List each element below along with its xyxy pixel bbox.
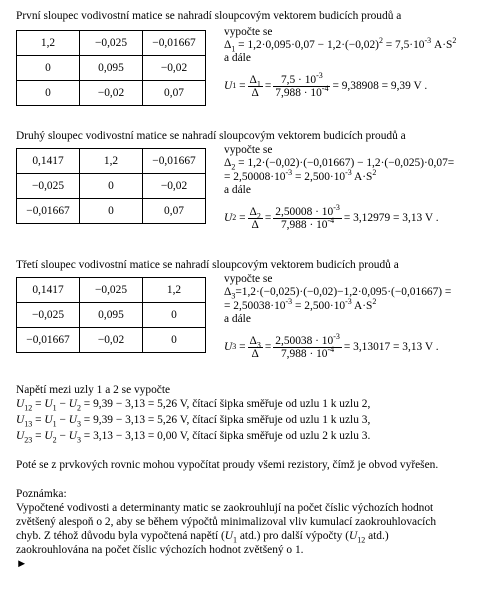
frac-den-exp: -4 bbox=[327, 215, 335, 225]
frac-den: 7,988 · 10 bbox=[275, 86, 322, 99]
exponent: -3 bbox=[285, 168, 293, 178]
closing-sentence: Poté se z prvkových rovnic mohou vypočítat proudy všemi rezistory, čímž je obvod vyřešen. bbox=[16, 459, 439, 471]
delta-expression: =1,2·(−0,025)·(−0,02)−1,2·0,095·(−0,01667) = bbox=[235, 286, 452, 298]
u-subscript: 3 bbox=[76, 435, 81, 445]
matrix-cell: 1,2 bbox=[17, 31, 80, 56]
frac-num-exp: -3 bbox=[333, 331, 340, 341]
s2-and-further: a dále bbox=[224, 184, 251, 196]
arrow-icon: ► bbox=[16, 558, 28, 570]
note-line: Vypočtené vodivosti a determinanty matic se zaokrouhlují na počet číslic výchozích hodnot bbox=[16, 502, 434, 514]
s2-delta-result bbox=[224, 168, 377, 184]
power: 2 bbox=[378, 36, 383, 46]
voltage-row-text: = 9,39 − 3,13 = 5,26 V, čítací šipka směřuje od uzlu 1 k uzlu 2, bbox=[80, 398, 371, 410]
frac-num: Δ bbox=[249, 205, 257, 218]
frac-num: 7,5 · 10 bbox=[280, 73, 317, 86]
u-symbol: U bbox=[348, 530, 358, 542]
u-symbol: U bbox=[44, 414, 53, 426]
matrix-cell: −0,02 bbox=[143, 174, 206, 199]
note-text: chyb. Z téhož důvodu byla vypočtená napětí ( bbox=[16, 530, 225, 542]
voltage-result: = 3,12979 = 3,13 V . bbox=[343, 211, 439, 224]
u-subscript: 13 bbox=[24, 419, 33, 429]
voltage-row-text: = 9,39 − 3,13 = 5,26 V, čítací šipka směřuje od uzlu 1 k uzlu 3, bbox=[80, 414, 371, 426]
unit-power: 2 bbox=[372, 168, 377, 178]
unit: A·S bbox=[351, 300, 373, 312]
matrix-cell: −0,02 bbox=[80, 328, 143, 353]
delta-symbol: Δ bbox=[224, 286, 232, 298]
u-subscript: 2 bbox=[76, 403, 81, 413]
matrix-cell: −0,025 bbox=[17, 174, 80, 199]
u-symbol: U bbox=[16, 414, 25, 426]
unit: A·S bbox=[351, 171, 373, 183]
u-symbol: U bbox=[68, 414, 77, 426]
u-symbol: U bbox=[16, 430, 25, 442]
matrix-cell: −0,02 bbox=[80, 81, 143, 106]
unit-power: 2 bbox=[372, 297, 377, 307]
matrix-cell: 1,2 bbox=[80, 149, 143, 174]
u-symbol: U bbox=[44, 398, 53, 410]
delta-subscript: 3 bbox=[231, 291, 236, 301]
matrix-cell: 0 bbox=[17, 81, 80, 106]
section3-heading: Třetí sloupec vodivostní matice se nahradí sloupcovým vektorem budicích proudů a bbox=[16, 259, 399, 271]
frac-num-sub: 2 bbox=[256, 210, 261, 220]
s3-delta-equation bbox=[224, 286, 451, 299]
fraction-values bbox=[273, 202, 342, 231]
matrix-cell: 0 bbox=[17, 56, 80, 81]
note-title: Poznámka: bbox=[16, 488, 67, 500]
frac-num: Δ bbox=[249, 334, 257, 347]
matrix-cell: 0,095 bbox=[80, 56, 143, 81]
fraction-values bbox=[273, 331, 342, 360]
u-subscript: 1 bbox=[233, 535, 237, 545]
s3-compute-label: vypočte se bbox=[224, 273, 273, 285]
frac-den: Δ bbox=[251, 86, 259, 99]
matrix-cell: 0,07 bbox=[143, 81, 206, 106]
exponent: -3 bbox=[285, 297, 293, 307]
matrix-cell: −0,025 bbox=[17, 303, 80, 328]
frac-num: Δ bbox=[249, 73, 257, 86]
matrix-cell: −0,025 bbox=[80, 31, 143, 56]
frac-den: Δ bbox=[251, 347, 259, 360]
matrix-cell: −0,02 bbox=[143, 56, 206, 81]
delta-rounded: = 2,500·10 bbox=[292, 171, 346, 183]
matrix-cell: 0,095 bbox=[80, 303, 143, 328]
u-subscript: 12 bbox=[357, 535, 366, 545]
matrix-3 bbox=[16, 277, 206, 353]
voltage-symbol: U bbox=[224, 79, 233, 92]
matrix-cell: 1,2 bbox=[143, 278, 206, 303]
frac-den-exp: -4 bbox=[321, 83, 329, 93]
u-subscript: 1 bbox=[52, 403, 57, 413]
section2-heading: Druhý sloupec vodivostní matice se nahradí sloupcovým vektorem budicích proudů a bbox=[16, 130, 406, 142]
voltage-row: $U_{13} = U_1 - U_3 = 9,39 - 3,13 = 5,26$ V, čítací šipka směřuje od uzlu 1 k uzlu 3, bbox=[16, 414, 371, 429]
frac-den: 7,988 · 10 bbox=[280, 218, 328, 231]
s2-delta-equation bbox=[224, 157, 454, 170]
frac-num-sub: 1 bbox=[256, 78, 261, 88]
matrix-cell: 0,07 bbox=[143, 199, 206, 224]
matrix-cell: −0,01667 bbox=[17, 199, 80, 224]
frac-den-exp: -4 bbox=[327, 344, 335, 354]
matrix-1 bbox=[16, 30, 206, 106]
s1-voltage-equation: U 1 = $\frac{\Delta_1}{\Delta}$ = $\frac{7,5 \cdot 10^{-3}}{7,988 \cdot 10^{-4}}$ = 9,38908 = 9,39 V . bbox=[224, 70, 428, 99]
voltage-symbol: U bbox=[224, 340, 233, 353]
delta-subscript: 2 bbox=[231, 162, 236, 172]
delta-result: = 7,5·10 bbox=[382, 39, 425, 51]
s1-delta-equation bbox=[224, 36, 457, 54]
matrix-cell: 0 bbox=[143, 328, 206, 353]
note-line bbox=[16, 530, 476, 543]
exponent: -3 bbox=[345, 168, 352, 178]
note-text: atd.) pro další výpočty ( bbox=[237, 530, 349, 542]
u-subscript: 12 bbox=[24, 403, 33, 413]
fraction-delta bbox=[248, 74, 263, 99]
delta-symbol: Δ bbox=[224, 39, 232, 51]
voltage-row-text: = 3,13 − 3,13 = 0,00 V, čítací šipka směřuje od uzlu 2 k uzlu 3. bbox=[80, 430, 371, 442]
delta-rounded: = 2,500·10 bbox=[292, 300, 346, 312]
voltages-intro: Napětí mezi uzly 1 a 2 se vypočte bbox=[16, 384, 171, 396]
delta-expression: = 1,2·(−0,02)·(−0,01667) − 1,2·(−0,025)·0,07= bbox=[235, 157, 455, 169]
matrix-cell: −0,01667 bbox=[143, 149, 206, 174]
voltage-row: $U_{23} = U_2 - U_3 = 3,13 - 3,13 = 0,00$ V, čítací šipka směřuje od uzlu 2 k uzlu 3. bbox=[16, 430, 371, 445]
u-subscript: 1 bbox=[52, 419, 57, 429]
unit: A·S bbox=[431, 39, 453, 51]
matrix-cell: 0 bbox=[80, 199, 143, 224]
note-line: zaokrouhlována na počet číslic výchozích hodnot zvětšený o 1. bbox=[16, 544, 304, 556]
matrix-cell: −0,01667 bbox=[143, 31, 206, 56]
u-symbol: U bbox=[16, 398, 25, 410]
matrix-2 bbox=[16, 148, 206, 224]
delta-symbol: Δ bbox=[224, 157, 232, 169]
section1-heading: První sloupec vodivostní matice se nahradí sloupcovým vektorem budicích proudů a bbox=[16, 10, 402, 22]
s2-voltage-equation: U 2 = $\frac{\Delta_2}{\Delta}$ = $\frac{2,50008 \cdot 10^{-3}}{7,988 \cdot 10^{-4}}$ = 3,12979 = 3,13 V . bbox=[224, 202, 439, 231]
note-line: zvětšený alespoň o 2, aby se během výpočtů minimalizoval vliv kumulací zaokrouhlovacích bbox=[16, 516, 437, 528]
frac-num-sub: 3 bbox=[256, 339, 261, 349]
matrix-cell: −0,01667 bbox=[17, 328, 80, 353]
s3-and-further: a dále bbox=[224, 313, 251, 325]
delta-subscript: 1 bbox=[231, 44, 236, 54]
voltage-result: = 9,38908 = 9,39 V . bbox=[332, 79, 428, 92]
frac-num-exp: -3 bbox=[316, 70, 323, 80]
u-symbol: U bbox=[44, 430, 53, 442]
matrix-cell: 0,1417 bbox=[17, 149, 80, 174]
delta-value: = 2,50038·10 bbox=[224, 300, 286, 312]
exponent: -3 bbox=[345, 297, 352, 307]
note-text: atd.) bbox=[365, 530, 389, 542]
fraction-delta bbox=[248, 206, 263, 231]
voltage-result: = 3,13017 = 3,13 V . bbox=[343, 340, 439, 353]
frac-num-exp: -3 bbox=[333, 202, 340, 212]
u-subscript: 23 bbox=[24, 435, 33, 445]
u-symbol: U bbox=[224, 530, 233, 542]
voltage-symbol: U bbox=[224, 211, 233, 224]
fraction-delta bbox=[248, 335, 263, 360]
s3-voltage-equation: U 3 = $\frac{\Delta_3}{\Delta}$ = $\frac{2,50038 \cdot 10^{-3}}{7,988 \cdot 10^{-4}}$ = 3,13017 = 3,13 V . bbox=[224, 331, 439, 360]
frac-den: 7,988 · 10 bbox=[280, 347, 328, 360]
frac-den: Δ bbox=[251, 218, 259, 231]
s2-compute-label: vypočte se bbox=[224, 144, 273, 156]
matrix-cell: 0 bbox=[143, 303, 206, 328]
exponent: -3 bbox=[424, 36, 432, 46]
s1-compute-label: vypočte se bbox=[224, 26, 273, 38]
matrix-cell: 0 bbox=[80, 174, 143, 199]
u-symbol: U bbox=[68, 398, 77, 410]
frac-num: 2,50038 · 10 bbox=[275, 334, 334, 347]
matrix-cell: 0,1417 bbox=[17, 278, 80, 303]
matrix-cell: −0,025 bbox=[80, 278, 143, 303]
delta-expression: = 1,2·0,095·0,07 − 1,2·(−0,02) bbox=[235, 39, 379, 51]
frac-num: 2,50008 · 10 bbox=[275, 205, 334, 218]
unit-power: 2 bbox=[452, 36, 457, 46]
delta-value: = 2,50008·10 bbox=[224, 171, 286, 183]
u-subscript: 3 bbox=[76, 419, 81, 429]
u-symbol: U bbox=[68, 430, 77, 442]
u-subscript: 2 bbox=[52, 435, 57, 445]
voltage-row: $U_{12} = U_1 - U_2 = 9,39 - 3,13 = 5,26$ V, čítací šipka směřuje od uzlu 1 k uzlu 2, bbox=[16, 398, 371, 413]
s3-delta-result bbox=[224, 297, 377, 313]
s1-and-further: a dále bbox=[224, 52, 251, 64]
fraction-values bbox=[273, 70, 330, 99]
